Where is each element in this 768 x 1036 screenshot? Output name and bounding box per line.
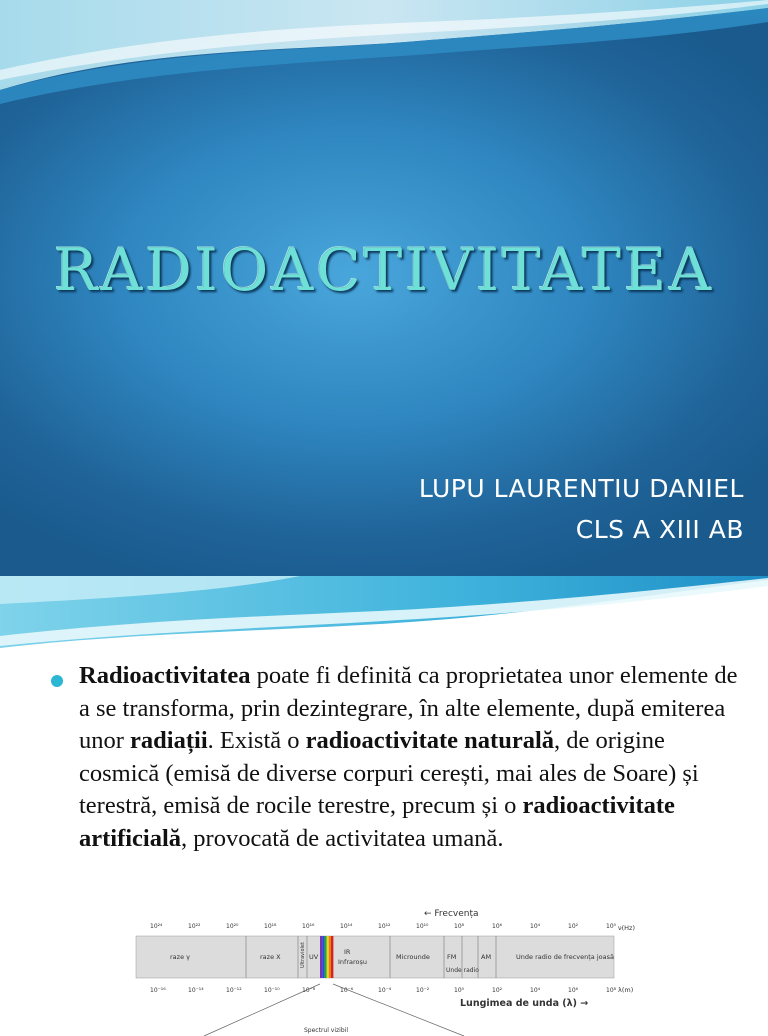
region-fm: FM	[447, 953, 457, 961]
region-uv: UV	[309, 953, 319, 961]
wavelength-tick-label: 10²	[492, 987, 503, 994]
frequency-tick-label: 10¹⁴	[340, 923, 353, 930]
wavelength-tick-label: 10⁻⁸	[302, 987, 316, 994]
frequency-tick-label: 10¹²	[378, 923, 391, 930]
bullet-icon	[51, 675, 63, 687]
frequency-tick-label: 10⁸	[454, 923, 465, 930]
frequency-tick-label: 10⁴	[530, 923, 541, 930]
wavelength-tick-label: 10⁻²	[416, 987, 430, 994]
wavelength-tick-label: 10⁻¹⁰	[264, 987, 280, 994]
wavelength-tick-label: 10⁸	[606, 987, 617, 994]
wavelength-tick-label: 10⁴	[530, 987, 541, 994]
region-low-frequency-radio: Unde radio de frecvența joasă	[516, 953, 614, 961]
wavelength-unit: λ(m)	[618, 986, 634, 994]
wavelength-tick-label: 10⁻⁶	[340, 987, 354, 994]
frequency-unit: ν(Hz)	[618, 924, 636, 932]
bold-term: Radioactivitatea	[79, 662, 251, 689]
region-ultraviolet: Ultraviolet	[300, 942, 306, 968]
wavelength-tick-label: 10⁻¹²	[226, 987, 242, 994]
frequency-tick-label: 10⁰	[606, 923, 617, 930]
definition-paragraph	[79, 660, 749, 855]
frequency-tick-label: 10²	[568, 923, 579, 930]
author-name: LUPU LAURENTIU DANIEL	[418, 474, 744, 503]
slide-title: RADIOACTIVITATEA	[53, 236, 715, 304]
visible-light-strip	[320, 936, 333, 978]
wavelength-tick-label: 10⁶	[568, 987, 579, 994]
bold-term: radioactivitate artificială	[79, 792, 675, 852]
region-microwaves: Microunde	[396, 953, 430, 961]
region-xray: raze X	[260, 953, 281, 961]
wavelength-label: Lungimea de unda (λ) →	[460, 998, 589, 1009]
class-label: CLS A XIII AB	[575, 515, 744, 544]
frequency-tick-label: 10²⁴	[150, 923, 163, 930]
frequency-label: ← Frecvența	[424, 909, 479, 919]
region-gamma: raze γ	[170, 953, 190, 961]
header-wave-decoration	[0, 0, 768, 110]
wavelength-tick-label: 10⁻¹⁶	[150, 987, 166, 994]
frequency-tick-label: 10⁶	[492, 923, 503, 930]
region-radio: Unde radio	[446, 967, 479, 974]
wavelength-tick-label: 10⁻¹⁴	[188, 987, 204, 994]
content-slide	[0, 576, 768, 1034]
region-infrared: Infraroșu	[338, 958, 367, 966]
region-ir: IR	[344, 948, 351, 956]
wavelength-tick-label: 10⁻⁴	[378, 987, 392, 994]
paragraph-text: poate fi definită ca proprietatea unor elemente de a se transforma, prin dezintegrare, în alte elemente, după emiterea unor	[79, 662, 738, 754]
paragraph-text: . Există o	[207, 727, 306, 754]
bold-term: radioactivitate naturală	[305, 727, 555, 754]
zoom-label: Spectrul vizibil	[304, 1027, 348, 1034]
region-am: AM	[481, 953, 492, 961]
frequency-tick-label: 10¹⁶	[302, 923, 315, 930]
wavelength-tick-label: 10⁰	[454, 987, 465, 994]
electromagnetic-spectrum-figure	[134, 906, 648, 1036]
bold-term: radiații	[130, 727, 208, 754]
frequency-tick-label: 10²²	[188, 923, 201, 930]
frequency-tick-label: 10¹⁸	[264, 923, 277, 930]
content-wave-decoration	[0, 576, 768, 656]
frequency-tick-label: 10¹⁰	[416, 923, 429, 930]
frequency-tick-label: 10²⁰	[226, 923, 239, 930]
paragraph-text: , de origine cosmică (emisă de diverse corpuri cerești, mai ales de Soare) și terestră, emisă de rocile terestre, precum și o	[79, 727, 699, 819]
paragraph-text: , provocată de activitatea umană.	[181, 824, 504, 852]
